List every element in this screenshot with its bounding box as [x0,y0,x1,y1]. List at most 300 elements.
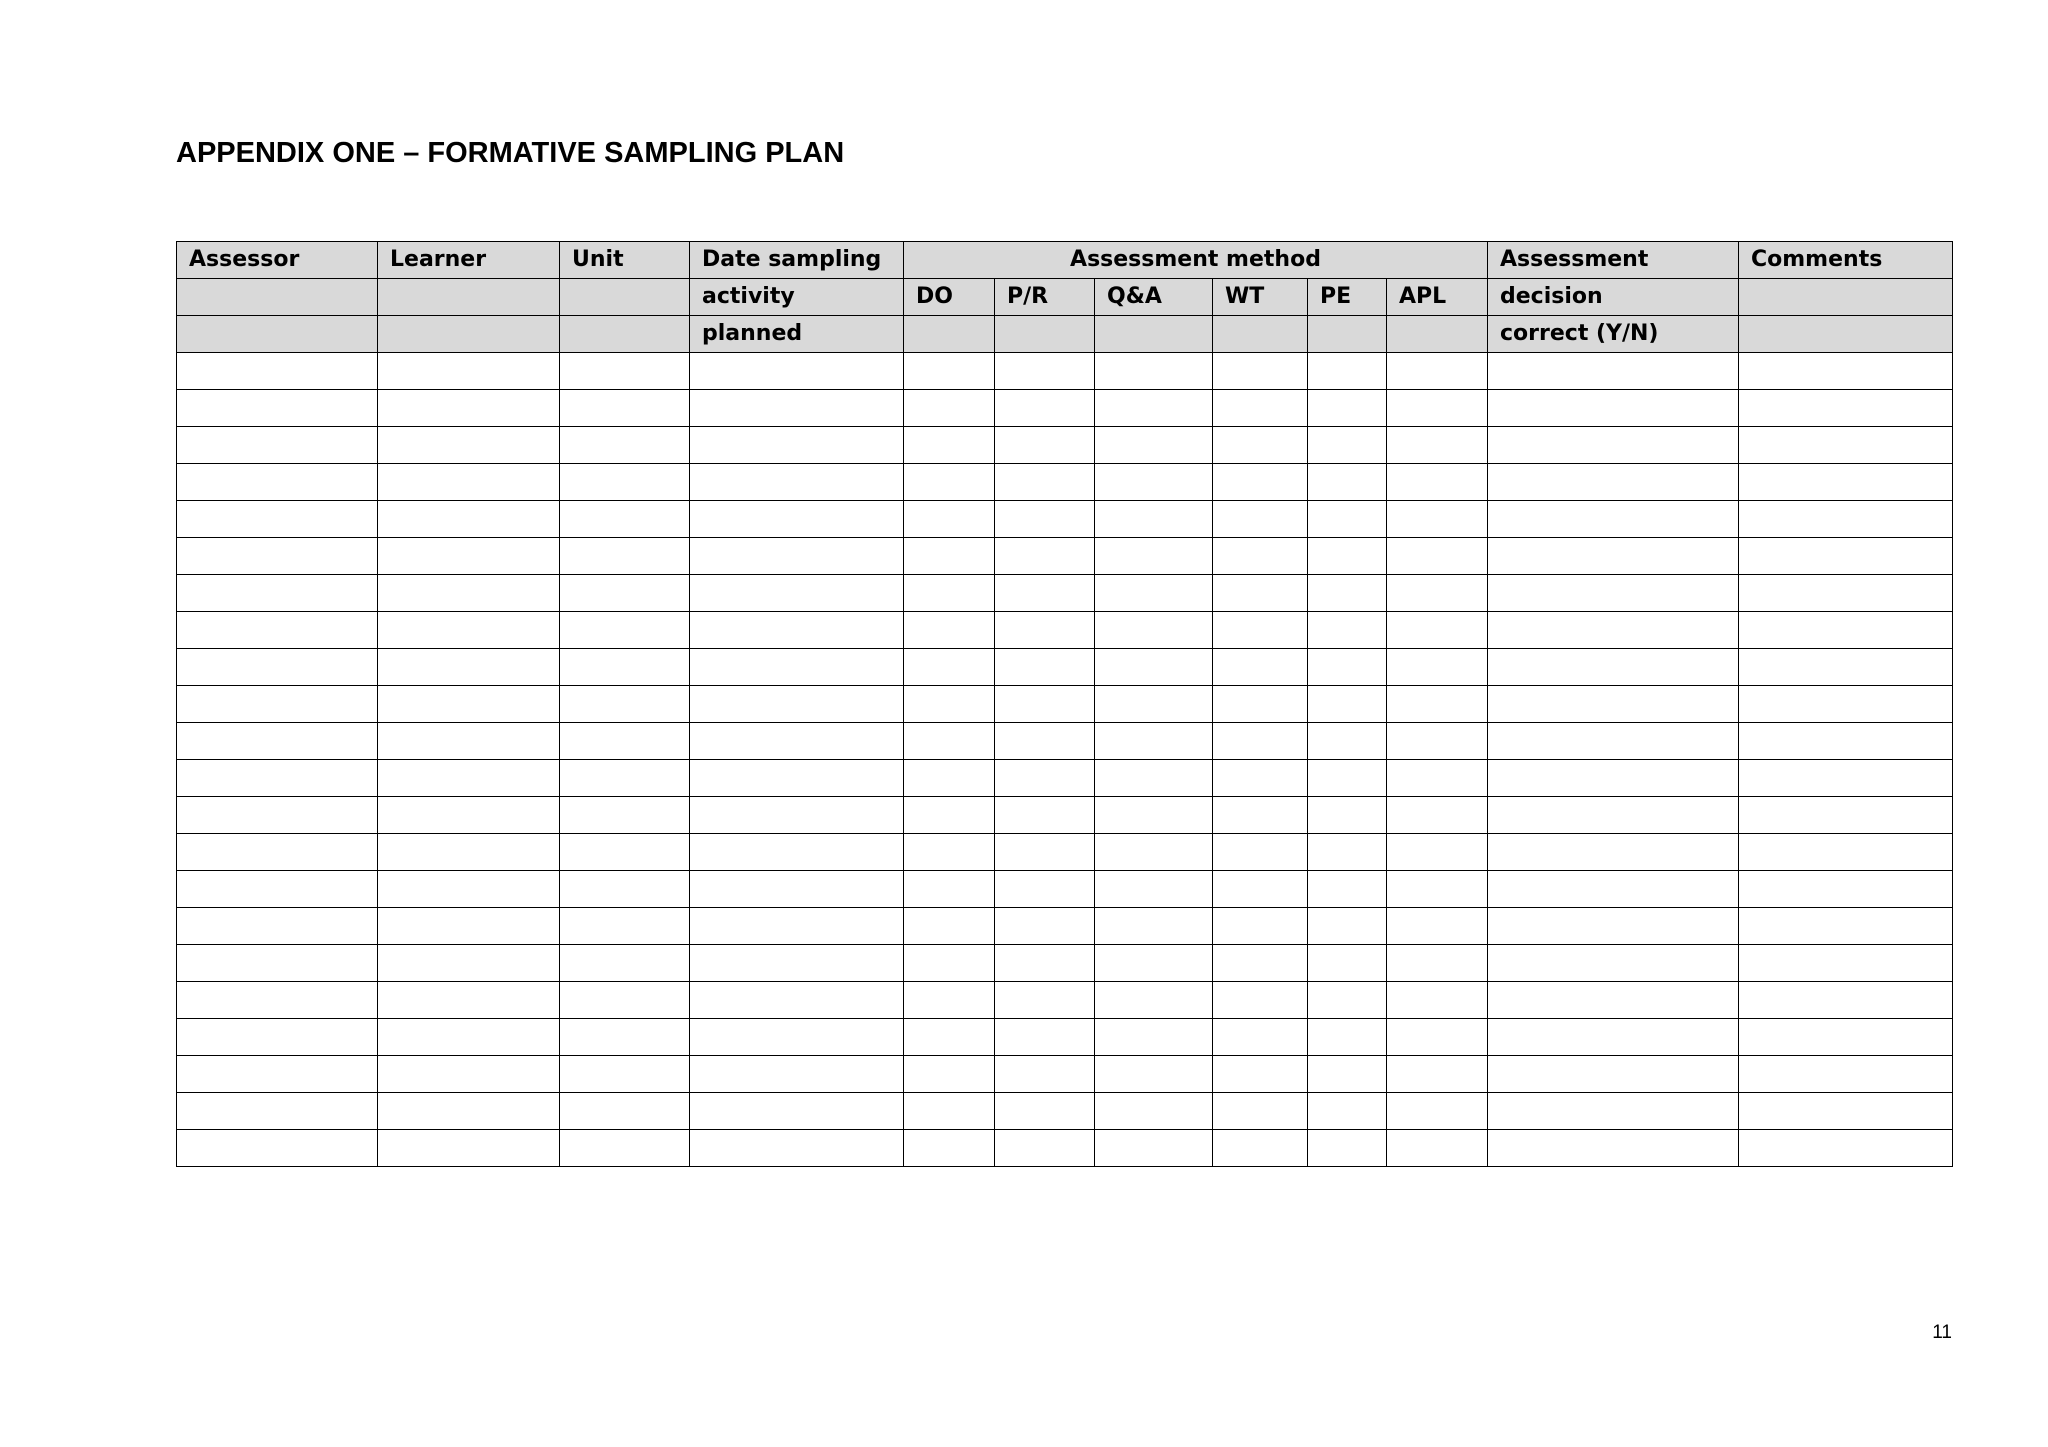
table-cell[interactable] [1387,686,1488,723]
table-cell[interactable] [1213,945,1308,982]
table-cell[interactable] [995,649,1095,686]
table-cell[interactable] [560,427,690,464]
table-cell[interactable] [904,686,995,723]
table-cell[interactable] [904,760,995,797]
table-cell[interactable] [1308,760,1387,797]
table-cell[interactable] [1095,686,1213,723]
header-method-do: DO [904,279,995,316]
header-cell [1308,316,1387,353]
table-cell[interactable] [1308,945,1387,982]
table-cell[interactable] [1213,982,1308,1019]
table-cell[interactable] [690,501,904,538]
table-row [177,686,1953,723]
table-cell[interactable] [1739,649,1953,686]
table-cell[interactable] [1488,1019,1739,1056]
table-cell[interactable] [1095,945,1213,982]
table-cell[interactable] [378,612,560,649]
table-cell[interactable] [1387,723,1488,760]
table-cell[interactable] [904,353,995,390]
table-cell[interactable] [1213,1130,1308,1167]
table-cell[interactable] [1308,834,1387,871]
table-cell[interactable] [1488,575,1739,612]
table-cell[interactable] [560,982,690,1019]
table-cell[interactable] [1387,538,1488,575]
table-row [177,723,1953,760]
table-row [177,982,1953,1019]
header-row-3 [177,316,1953,353]
table-cell[interactable] [378,945,560,982]
table-cell[interactable] [1387,982,1488,1019]
table-cell[interactable] [177,982,378,1019]
table-cell[interactable] [1739,575,1953,612]
table-row [177,1130,1953,1167]
table-cell[interactable] [1488,797,1739,834]
header-unit: Unit [560,242,690,279]
table-row [177,945,1953,982]
table-cell[interactable] [1308,686,1387,723]
table-cell[interactable] [1095,538,1213,575]
table-cell[interactable] [1213,538,1308,575]
table-cell[interactable] [995,1056,1095,1093]
table-cell[interactable] [560,353,690,390]
table-cell[interactable] [1387,427,1488,464]
table-cell[interactable] [1488,908,1739,945]
table-cell[interactable] [995,1019,1095,1056]
table-cell[interactable] [1213,464,1308,501]
table-cell[interactable] [690,723,904,760]
table-cell[interactable] [378,723,560,760]
table-row [177,649,1953,686]
table-cell[interactable] [560,464,690,501]
table-cell[interactable] [1095,353,1213,390]
table-cell[interactable] [378,686,560,723]
table-cell[interactable] [904,982,995,1019]
table-cell[interactable] [1308,982,1387,1019]
table-cell[interactable] [1095,908,1213,945]
table-cell[interactable] [995,1093,1095,1130]
table-cell[interactable] [904,649,995,686]
table-cell[interactable] [1488,464,1739,501]
table-cell[interactable] [1488,760,1739,797]
header-cell [1739,316,1953,353]
table-cell[interactable] [904,1130,995,1167]
table-cell[interactable] [1308,1130,1387,1167]
table-cell[interactable] [1095,649,1213,686]
table-cell[interactable] [1213,797,1308,834]
table-cell[interactable] [1095,871,1213,908]
table-row [177,464,1953,501]
table-cell[interactable] [995,612,1095,649]
table-cell[interactable] [1739,760,1953,797]
table-cell[interactable] [1739,464,1953,501]
table-cell[interactable] [1739,1130,1953,1167]
table-cell[interactable] [904,538,995,575]
table-cell[interactable] [995,390,1095,427]
table-cell[interactable] [378,1093,560,1130]
table-cell[interactable] [177,834,378,871]
table-cell[interactable] [560,649,690,686]
table-cell[interactable] [690,982,904,1019]
table-cell[interactable] [177,649,378,686]
table-cell[interactable] [1213,908,1308,945]
table-cell[interactable] [1739,723,1953,760]
table-cell[interactable] [1488,427,1739,464]
table-cell[interactable] [995,797,1095,834]
table-cell[interactable] [177,538,378,575]
table-cell[interactable] [378,353,560,390]
table-cell[interactable] [904,797,995,834]
table-cell[interactable] [1488,1093,1739,1130]
table-cell[interactable] [1308,575,1387,612]
header-assessment-method: Assessment method [904,242,1488,279]
table-row [177,575,1953,612]
table-cell[interactable] [690,908,904,945]
table-cell[interactable] [1387,1093,1488,1130]
table-cell[interactable] [560,945,690,982]
table-cell[interactable] [904,1056,995,1093]
table-cell[interactable] [1739,686,1953,723]
table-cell[interactable] [995,575,1095,612]
table-cell[interactable] [995,1130,1095,1167]
table-cell[interactable] [177,1093,378,1130]
header-cell [177,279,378,316]
table-cell[interactable] [1488,686,1739,723]
table-cell[interactable] [690,760,904,797]
table-cell[interactable] [995,427,1095,464]
table-cell[interactable] [1213,760,1308,797]
header-cell [1739,279,1953,316]
header-assessor: Assessor [177,242,378,279]
table-cell[interactable] [177,464,378,501]
table-cell[interactable] [177,1056,378,1093]
table-cell[interactable] [904,834,995,871]
header-cell [904,316,995,353]
header-cell [1387,316,1488,353]
table-cell[interactable] [1095,982,1213,1019]
sampling-plan-table [176,241,1953,1167]
table-cell[interactable] [1308,612,1387,649]
table-cell[interactable] [690,390,904,427]
table-cell[interactable] [1488,538,1739,575]
table-cell[interactable] [995,834,1095,871]
table-cell[interactable] [690,1056,904,1093]
table-cell[interactable] [378,982,560,1019]
table-cell[interactable] [904,1093,995,1130]
table-cell[interactable] [177,501,378,538]
table-cell[interactable] [1387,464,1488,501]
header-cell [560,316,690,353]
table-cell[interactable] [1739,945,1953,982]
table-cell[interactable] [560,575,690,612]
table-cell[interactable] [995,538,1095,575]
table-cell[interactable] [1488,723,1739,760]
table-cell[interactable] [378,390,560,427]
table-cell[interactable] [1095,1130,1213,1167]
table-cell[interactable] [560,1056,690,1093]
table-cell[interactable] [378,834,560,871]
header-cell [1213,316,1308,353]
table-cell[interactable] [1387,390,1488,427]
table-cell[interactable] [1095,1019,1213,1056]
header-assessment-decision: Assessment [1488,242,1739,279]
table-cell[interactable] [904,871,995,908]
table-row [177,1056,1953,1093]
table-cell[interactable] [177,612,378,649]
table-cell[interactable] [378,908,560,945]
table-cell[interactable] [1213,834,1308,871]
table-row [177,538,1953,575]
table-cell[interactable] [1095,427,1213,464]
table-cell[interactable] [904,723,995,760]
table-cell[interactable] [177,871,378,908]
table-cell[interactable] [378,797,560,834]
table-cell[interactable] [1488,353,1739,390]
header-cell [177,316,378,353]
table-cell[interactable] [1739,1056,1953,1093]
table-cell[interactable] [1095,575,1213,612]
table-cell[interactable] [690,427,904,464]
table-cell[interactable] [1308,353,1387,390]
table-cell[interactable] [560,723,690,760]
table-cell[interactable] [1387,908,1488,945]
table-cell[interactable] [1095,390,1213,427]
table-cell[interactable] [690,575,904,612]
table-cell[interactable] [560,1130,690,1167]
table-cell[interactable] [378,1019,560,1056]
table-cell[interactable] [1387,649,1488,686]
table-cell[interactable] [1095,760,1213,797]
table-cell[interactable] [1213,723,1308,760]
table-cell[interactable] [378,538,560,575]
table-cell[interactable] [995,501,1095,538]
table-cell[interactable] [690,871,904,908]
table-cell[interactable] [1387,871,1488,908]
table-cell[interactable] [378,871,560,908]
table-cell[interactable] [904,501,995,538]
table-cell[interactable] [1095,501,1213,538]
table-cell[interactable] [1095,797,1213,834]
table-cell[interactable] [177,760,378,797]
table-cell[interactable] [995,686,1095,723]
table-cell[interactable] [690,834,904,871]
table-cell[interactable] [1308,723,1387,760]
table-cell[interactable] [1387,797,1488,834]
table-cell[interactable] [690,1130,904,1167]
table-cell[interactable] [995,760,1095,797]
table-cell[interactable] [904,390,995,427]
table-cell[interactable] [995,982,1095,1019]
table-cell[interactable] [904,945,995,982]
table-cell[interactable] [177,575,378,612]
header-method-wt: WT [1213,279,1308,316]
table-cell[interactable] [1308,1093,1387,1130]
table-cell[interactable] [1488,501,1739,538]
table-cell[interactable] [1387,945,1488,982]
table-cell[interactable] [1095,1093,1213,1130]
table-cell[interactable] [177,908,378,945]
table-cell[interactable] [690,945,904,982]
table-cell[interactable] [1488,871,1739,908]
table-cell[interactable] [690,353,904,390]
table-cell[interactable] [690,649,904,686]
table-cell[interactable] [690,686,904,723]
table-cell[interactable] [1308,427,1387,464]
table-cell[interactable] [690,1093,904,1130]
table-cell[interactable] [904,908,995,945]
table-cell[interactable] [1387,760,1488,797]
table-cell[interactable] [560,797,690,834]
table-cell[interactable] [1213,390,1308,427]
table-cell[interactable] [378,575,560,612]
table-cell[interactable] [1308,908,1387,945]
table-cell[interactable] [1739,1019,1953,1056]
table-cell[interactable] [1387,575,1488,612]
table-cell[interactable] [1213,612,1308,649]
table-cell[interactable] [560,686,690,723]
table-cell[interactable] [995,464,1095,501]
table-cell[interactable] [1739,612,1953,649]
table-cell[interactable] [995,908,1095,945]
table-cell[interactable] [1308,797,1387,834]
table-cell[interactable] [1488,1130,1739,1167]
table-cell[interactable] [177,686,378,723]
table-cell[interactable] [995,723,1095,760]
table-cell[interactable] [1387,612,1488,649]
table-cell[interactable] [177,427,378,464]
table-cell[interactable] [1095,834,1213,871]
table-cell[interactable] [1213,575,1308,612]
header-date-sampling-line-2: activity [690,279,904,316]
table-cell[interactable] [378,501,560,538]
table-cell[interactable] [1308,464,1387,501]
table-cell[interactable] [1308,1056,1387,1093]
table-cell[interactable] [1387,1019,1488,1056]
table-cell[interactable] [1488,945,1739,982]
table-cell[interactable] [1213,353,1308,390]
table-cell[interactable] [560,538,690,575]
table-cell[interactable] [1488,649,1739,686]
table-cell[interactable] [690,464,904,501]
table-cell[interactable] [1739,501,1953,538]
table-cell[interactable] [1387,1056,1488,1093]
table-cell[interactable] [1739,982,1953,1019]
table-cell[interactable] [1213,1019,1308,1056]
table-cell[interactable] [1488,612,1739,649]
table-cell[interactable] [1308,649,1387,686]
table-cell[interactable] [1308,390,1387,427]
table-row [177,612,1953,649]
table-cell[interactable] [1488,1056,1739,1093]
table-cell[interactable] [1095,1056,1213,1093]
table-cell[interactable] [1095,723,1213,760]
table-cell[interactable] [904,575,995,612]
table-cell[interactable] [1739,427,1953,464]
table-cell[interactable] [1488,834,1739,871]
table-cell[interactable] [1739,834,1953,871]
table-cell[interactable] [378,464,560,501]
table-cell[interactable] [378,427,560,464]
table-cell[interactable] [1739,390,1953,427]
table-cell[interactable] [1213,427,1308,464]
table-cell[interactable] [1213,501,1308,538]
table-cell[interactable] [378,1056,560,1093]
table-cell[interactable] [177,797,378,834]
table-cell[interactable] [560,908,690,945]
table-cell[interactable] [1488,982,1739,1019]
table-cell[interactable] [1739,1093,1953,1130]
table-cell[interactable] [690,612,904,649]
table-cell[interactable] [904,612,995,649]
table-cell[interactable] [1213,1093,1308,1130]
table-cell[interactable] [1739,353,1953,390]
table-cell[interactable] [904,1019,995,1056]
table-cell[interactable] [1739,908,1953,945]
table-cell[interactable] [904,464,995,501]
header-date-sampling: Date sampling [690,242,904,279]
table-cell[interactable] [378,760,560,797]
table-cell[interactable] [560,501,690,538]
table-cell[interactable] [177,1019,378,1056]
table-cell[interactable] [1387,834,1488,871]
table-cell[interactable] [560,612,690,649]
table-cell[interactable] [1739,871,1953,908]
table-cell[interactable] [1213,1056,1308,1093]
table-cell[interactable] [1308,501,1387,538]
header-cell [1095,316,1213,353]
table-cell[interactable] [177,353,378,390]
table-cell[interactable] [560,1093,690,1130]
header-date-sampling-line-3: planned [690,316,904,353]
table-cell[interactable] [995,353,1095,390]
table-cell[interactable] [177,723,378,760]
table-row [177,390,1953,427]
table-cell[interactable] [1387,1130,1488,1167]
table-cell[interactable] [560,871,690,908]
table-cell[interactable] [560,760,690,797]
table-cell[interactable] [560,390,690,427]
page-title: APPENDIX ONE – FORMATIVE SAMPLING PLAN [176,137,845,169]
table-cell[interactable] [690,797,904,834]
table-cell[interactable] [560,1019,690,1056]
table-cell[interactable] [1387,353,1488,390]
table-cell[interactable] [1095,464,1213,501]
table-cell[interactable] [1308,871,1387,908]
table-cell[interactable] [1488,390,1739,427]
table-cell[interactable] [995,871,1095,908]
table-cell[interactable] [177,1130,378,1167]
table-cell[interactable] [1308,1019,1387,1056]
table-cell[interactable] [1739,797,1953,834]
table-cell[interactable] [904,427,995,464]
table-cell[interactable] [690,538,904,575]
table-cell[interactable] [560,834,690,871]
table-cell[interactable] [378,649,560,686]
table-cell[interactable] [177,945,378,982]
table-cell[interactable] [995,945,1095,982]
table-cell[interactable] [1213,686,1308,723]
table-cell[interactable] [690,1019,904,1056]
table-cell[interactable] [1213,649,1308,686]
table-cell[interactable] [1739,538,1953,575]
table-cell[interactable] [378,1130,560,1167]
table-row [177,834,1953,871]
table-cell[interactable] [1213,871,1308,908]
table-cell[interactable] [1095,612,1213,649]
table-cell[interactable] [1308,538,1387,575]
table-cell[interactable] [177,390,378,427]
table-cell[interactable] [1387,501,1488,538]
table-row [177,908,1953,945]
